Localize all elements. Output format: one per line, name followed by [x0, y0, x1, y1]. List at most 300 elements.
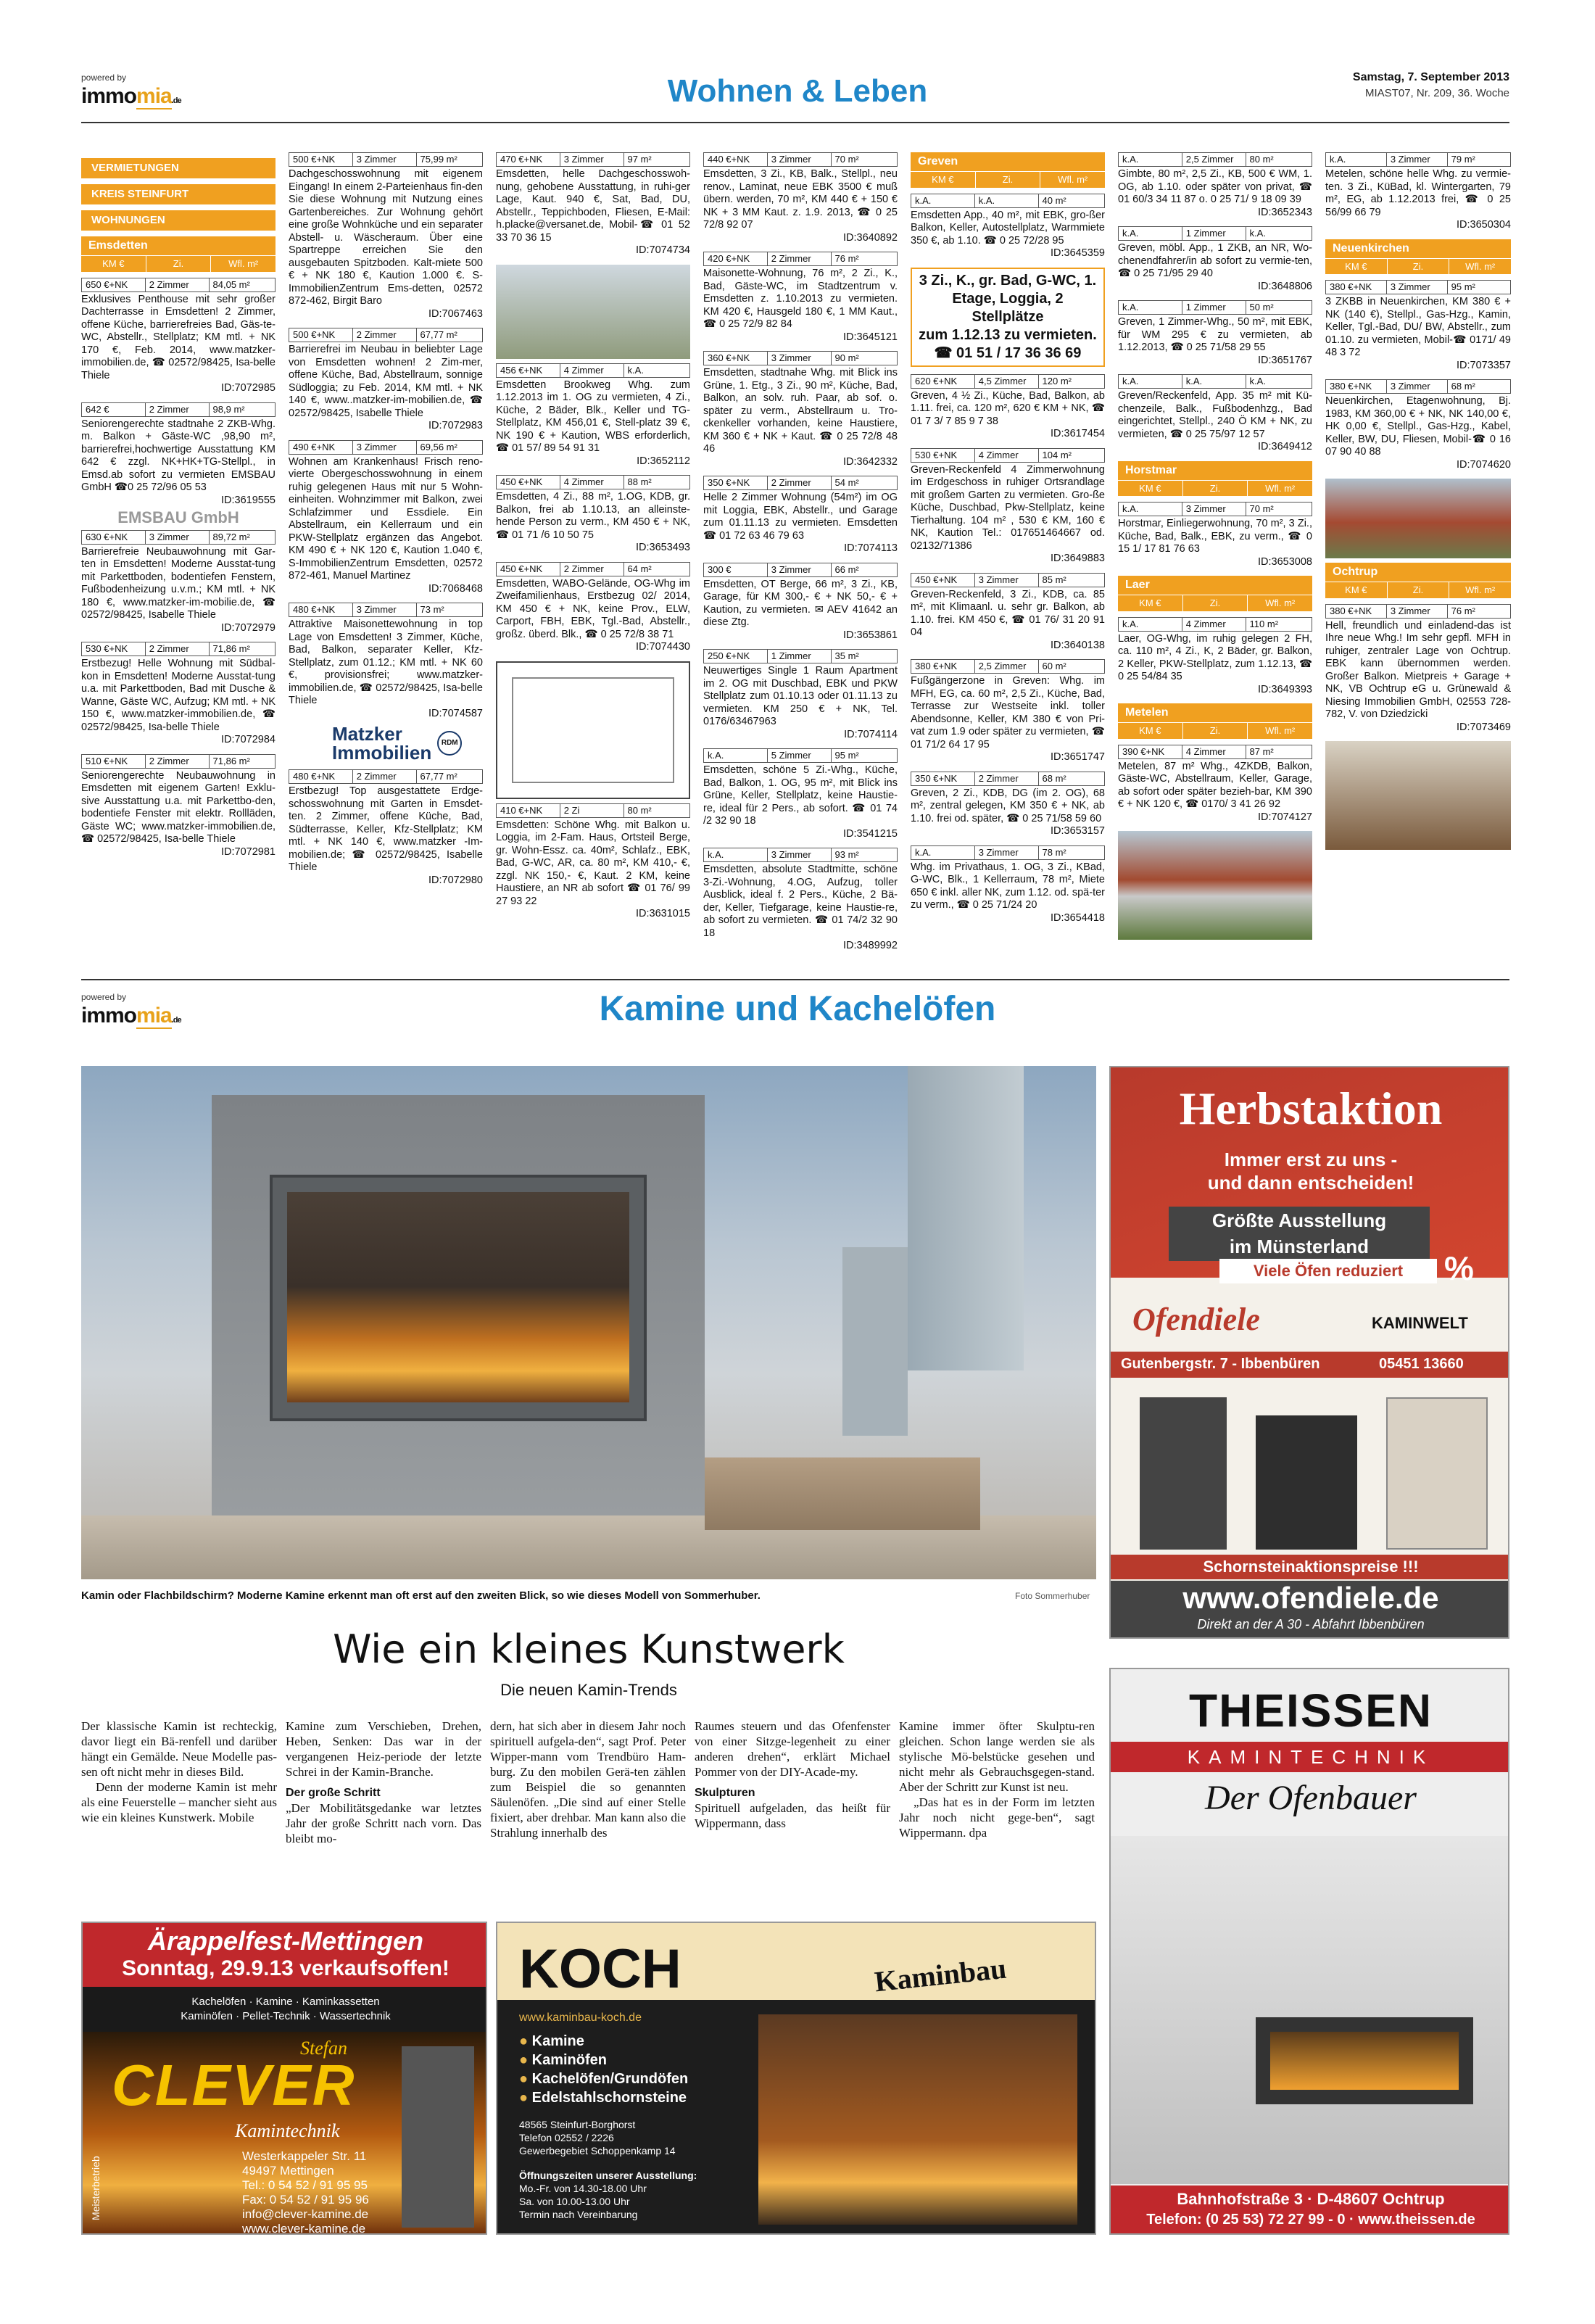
tag-wohnungen: WOHNUNGEN	[81, 210, 276, 231]
ad-slogan: und dann entscheiden!	[1207, 1172, 1414, 1194]
listing-price: 530 €+NK	[82, 642, 146, 656]
listing-header	[1118, 152, 1312, 167]
column-label: Zi.	[1388, 582, 1450, 598]
ad-url[interactable]: www.clever-kamine.de	[242, 2222, 366, 2235]
listing-text: Neuenkirchen, Etagenwohnung, Bj. 1983, KM 360,00 € + NK, NK 140,00 €, HK 0,00 €, Stellpl., Gas-Hzg., Kabel, Keller, BW, DU, Fliesen, Mobil-☎ 0 16 07 90 40 88	[1325, 395, 1511, 458]
listing-header	[289, 603, 483, 617]
ad-fax: Fax: 0 54 52 / 91 95 96	[242, 2193, 369, 2207]
listing-ad[interactable]	[703, 252, 898, 344]
listing-text: Attraktive Maisonettewohnung in top Lage von Emsdetten! 3 Zimmer, Küche, Bad, Balkon, separater Keller, Kfz-Stellplatz, zum 01.12.; KM mtl. + NK 60 €, provisionsfrei; www.matzker-immobilien.de, ☎ 02572/98425, Isa-belle Thiele	[289, 619, 483, 706]
article-column-1	[81, 1719, 277, 1825]
listings	[703, 152, 898, 953]
tag-vermietungen: VERMIETUNGEN	[81, 158, 276, 178]
listing-rooms: 5 Zimmer	[768, 749, 832, 762]
listing-price: 530 €+NK	[911, 449, 975, 462]
article-paragraph: dern, hat sich aber in diesem Jahr noch spirituell aufgela-den“, sagt Prof. Peter Wipper-mann vom Trendbüro Ham-burg. Zu den mobilen Gerä-ten zählen zum Beispiel die so genannten Säulenöfen. „Die sind auf einer Stelle fixiert, aber drehbar. Man kann also die Strahlung innerhalb des	[490, 1719, 686, 1840]
ad-brand: CLEVER	[112, 2053, 356, 2117]
listing-ad[interactable]	[1118, 502, 1312, 568]
ad-products: Kaminöfen · Pellet-Technik · Wassertechnik	[181, 2010, 391, 2022]
listing-price: 650 €+NK	[82, 278, 146, 291]
listing-header	[289, 328, 483, 342]
listing-text: Greven, 1 Zimmer-Whg., 50 m², mit EBK, für WM 295 € zu vermieten, ab 1.12.2013, ☎ 0 25 71/58 29 55	[1118, 316, 1312, 353]
listing-area: 66 m²	[834, 563, 859, 575]
logo-part: immo	[81, 1004, 137, 1027]
ad-brand-sub: Kaminbau	[873, 1951, 1008, 1998]
listing-text: Exklusives Penthouse mit sehr großer Dachterrasse in Emsdetten! 2 Zimmer, offene Küche, barrierefreies Bad, Gäs-te-WC, Abstellr., Stellplatz; KM mtl. + NK 170 €, Feb. 2014, www.matzker-immobilien.de, ☎ 02572/98425, Isa-belle Thiele	[81, 293, 276, 381]
floor-plan	[496, 661, 690, 799]
listing-column-4	[703, 152, 898, 960]
column-label: KM €	[1325, 582, 1388, 598]
column-label: KM €	[1118, 481, 1183, 497]
listing-ad[interactable]	[911, 659, 1105, 764]
listing-rooms: 2 Zimmer	[146, 642, 210, 656]
listing-text: Emsdetten, helle Dachgeschosswoh-nung, gehobene Ausstattung, in ruhi-ger Lage, Kaut. 940 €, Sat, Bad, DU, Abstellr., Teppichboden, Fliesen, E-Mail: h.placke@versanet.de, Mobil-☎ 01 52 33 70 36 15	[496, 168, 690, 244]
listing-header	[911, 772, 1105, 786]
fireplace-image	[758, 2014, 1077, 2225]
listing-text: Emsdetten, schöne 5 Zi.-Whg., Küche, Bad, Balkon, 1. OG, 95 m², mit Blick ins Grüne, Keller, Stellplatz, keine Haustie-re, ideal für 2 Pers., ab sofort. ☎ 01 74 /2 32 90 18	[703, 764, 898, 827]
listing-ad[interactable]	[289, 603, 483, 720]
listing-text: Erstbezug! Top ausgestattete Erdge-schosswohnung mit Garten in Emsdet-ten. 2 Zimmer, offene Küche, Bad, Südterrasse, Keller, Kfz-Stellplatz; KM mtl. + NK 140 €, www.matzker -Im-mobilien.de; ☎ 02572/98425, Isabelle Thiele	[289, 785, 483, 873]
section-title: Kamine und Kachelöfen	[599, 990, 996, 1028]
article-paragraph: Kamine zum Verschieben, Drehen, Heben, Senken: Das war in der vergangenen Heiz-periode der letzte Schrei in der Kamin-Branche.	[286, 1719, 481, 1779]
listing-text: Emsdetten, stadtnahe Whg. mit Blick ins Grüne, 1. Etg., 3 Zi., 90 m², Küche, Bad, Balkon, an solv. ruh. Paar, ab sof. o. später zu verm., Abstellraum u. Tro-ckenkeller vorhanden, keine Haustiere, KM 360 € + NK + Kaut. ☎ 0 25 72/8 48 46	[703, 367, 898, 455]
listing-rooms: k.A.	[1182, 375, 1246, 388]
logo-part: .de	[171, 96, 181, 105]
listing-id: ID:7074114	[844, 728, 898, 740]
listing-ad[interactable]	[1118, 152, 1312, 219]
listing-id: ID:3652112	[637, 455, 690, 467]
logo-part: mia	[136, 84, 172, 108]
fireplace-wall	[212, 1095, 705, 1530]
listing-header	[911, 374, 1105, 389]
listing-rooms: 3 Zimmer	[768, 153, 832, 166]
ad-address: 49497 Mettingen	[242, 2164, 334, 2178]
listing-ad[interactable]	[911, 772, 1105, 838]
listing-rooms: 3 Zimmer	[353, 603, 417, 616]
listing-rooms: 3 Zimmer	[1387, 605, 1448, 618]
listings	[289, 152, 483, 887]
listing-ad[interactable]	[496, 152, 690, 257]
listing-price: 350 €+NK	[704, 476, 768, 489]
listing-price: k.A.	[1119, 301, 1182, 314]
listing-price: k.A.	[1119, 153, 1182, 166]
listing-id: ID:3631015	[636, 908, 690, 919]
listing-id: ID:7074113	[844, 542, 898, 554]
bullet-icon: ●	[519, 2052, 532, 2068]
ad-theissen[interactable]	[1109, 1668, 1509, 2235]
listing-area: 78 m²	[1042, 846, 1066, 858]
listing-price: 250 €+NK	[704, 650, 768, 663]
listing-rooms: 2 Zimmer	[353, 770, 417, 783]
listing-ad[interactable]	[703, 563, 898, 642]
listing-header	[703, 252, 898, 266]
col-wfl: Wfl. m²	[228, 258, 259, 269]
bullet-icon: ●	[519, 2090, 532, 2106]
city-column-header	[911, 171, 1105, 188]
ad-side-label: Meisterbetrieb	[90, 2156, 102, 2220]
listing-ad[interactable]	[911, 573, 1105, 653]
article-paragraph: „Der Mobilitätsgedanke war letztes Jahr der große Schritt nach vorn. Das bleibt mo-	[286, 1801, 481, 1845]
listing-price: 390 €+NK	[1119, 745, 1182, 758]
listing-text: Gimbte, 80 m², 2,5 Zi., KB, 500 € WM, 1. OG, ab 1.10. oder später von privat, ☎ 01 60/3 34 11 87 o. 0 25 71/ 9 18 09 39	[1118, 168, 1312, 205]
listing-id: ID:7067463	[428, 307, 483, 320]
listing-rooms: 3 Zimmer	[1387, 380, 1448, 393]
listing-id: ID:3652343	[1258, 206, 1312, 218]
listing-ad[interactable]	[289, 328, 483, 433]
listing-price: 480 €+NK	[289, 770, 353, 783]
stove-image	[1256, 1415, 1357, 1550]
ad-phone: Telefon: (0 25 53) 72 27 99 - 0 · www.theissen.de	[1146, 2212, 1475, 2228]
listing-rooms: 3 Zimmer	[1387, 281, 1448, 294]
listing-rooms: 3 Zimmer	[1182, 503, 1246, 516]
listing-rooms: 2 Zi	[560, 804, 624, 817]
listing-area: 84,05 m²	[212, 278, 250, 290]
listing-id: ID:3541215	[843, 827, 898, 840]
listing-header	[1118, 374, 1312, 389]
listing-id: ID:7072983	[428, 420, 483, 431]
listing-rooms: 2 Zimmer	[146, 755, 210, 768]
listing-price: 480 €+NK	[289, 603, 353, 616]
listing-rooms: 4 Zimmer	[1182, 745, 1246, 758]
listing-id: ID:3651747	[1051, 751, 1105, 763]
city-column-header	[1325, 582, 1511, 598]
listing-area: 60 m²	[1042, 661, 1066, 671]
article-paragraph: Kamine immer öfter Skulptu-ren gleichen. Schon lange werden sie als stylische Mö-belstücke gesehen und nicht mehr als Gebrauchsgegen-stand. Aber der Schritt zur Kunst ist neu.	[899, 1719, 1095, 1794]
emsbau-logo: EMSBAU GmbH	[117, 508, 239, 526]
listing-text: Emsdetten, 3 Zi., KB, Balk., Stellpl., neu renov., Laminat, neue EBK 3500 € muß übern. werden, 70 m², KM 440 € + 150 € NK + 3 MM Kaut. z. 1.9. 2013, ☎ 0 25 72/8 92 07	[703, 168, 898, 231]
city-heading: Laer	[1118, 576, 1312, 595]
column-label: Wfl. m²	[1265, 597, 1296, 608]
listing-header	[703, 649, 898, 663]
product-label: Kaminöfen	[531, 2052, 607, 2068]
listing-area: 87 m²	[1249, 745, 1274, 757]
bullet-icon: ●	[519, 2071, 532, 2087]
listing-price: k.A.	[911, 194, 975, 207]
listing-price: 456 €+NK	[497, 364, 560, 377]
fireplace-frame	[270, 1175, 647, 1421]
listing-text: Neuwertiges Single 1 Raum Apartment im 2. OG mit Duschbad, EBK und PKW Stellplatz zum 01.10.13 oder 01.11.13 zu vermieten. KM 250 € + NK, Tel. 0176/63467963	[703, 665, 898, 727]
listing-text: Horstmar, Einliegerwohnung, 70 m², 3 Zi., Küche, Bad, Balk., EBK, zu verm., ☎ 0 15 1/ 17 81 76 63	[1118, 518, 1312, 555]
listing-ad[interactable]	[496, 363, 690, 468]
ad-brand-sub: KAMINTECHNIK	[1187, 1746, 1435, 1768]
city-heading: Metelen	[1118, 703, 1312, 722]
listing-ad[interactable]	[703, 848, 898, 953]
ad-phone: 05451 13660	[1379, 1356, 1464, 1372]
ad-badge: Größte Ausstellung	[1169, 1207, 1430, 1235]
photo-credit: Foto Sommerhuber	[1015, 1591, 1090, 1601]
listing-text: Erstbezug! Helle Wohnung mit Südbal-kon in Emsdetten! Moderne Ausstat-tung u.a. mit Parkettboden, Bad mit Dusche & Wanne, Gäste WC, Aufzug; KM mtl. + NK 150 €, www.matzker-immobilien.de, ☎ 02572/98425, Isa-belle Thiele	[81, 658, 276, 733]
listing-text: 3 ZKBB in Neuenkirchen, KM 380 € + NK (140 €), Stellpl., Gas-Hzg., Kamin, Keller, Tgl.-Bad, DU/ BW, Abstellr., zum 01.10. zu vermieten, Mobil-☎ 0171/ 49 48 3 72	[1325, 296, 1511, 358]
listing-ad[interactable]	[911, 374, 1105, 441]
article-paragraph: Spirituell aufgeladen, das heißt für Wippermann, dass	[695, 1801, 890, 1830]
ad-event-date: Sonntag, 29.9.13 verkaufsoffen!	[122, 1956, 450, 1980]
listing-text: Dachgeschosswohnung mit eigenem Eingang! In einem 2-Parteienhaus fin-den Sie diese Wohnung mit Nutzung eines Gartenbereiches. Zur Wohnung gehört eine große Wohnküche und ein separater Abstell- u. Wäscheraum. Über eine Spartreppe erreichen Sie den ausgebauten Spitzboden. Kalt-miete 500 € + NK 180 €, Kaution 1.000 €. S-ImmobilienZentrum Ems-detten, 02572 872-462, Birgit Baro	[289, 168, 483, 307]
building-shape	[842, 1247, 908, 1436]
listing-id: ID:7073357	[1457, 359, 1511, 371]
listing-price: 350 €+NK	[911, 772, 975, 785]
listing-price: k.A.	[911, 846, 975, 859]
ad-product-item	[519, 2051, 688, 2069]
city-heading: Neuenkirchen	[1325, 239, 1511, 258]
listing-rooms: 1 Zimmer	[1182, 301, 1246, 314]
listing-area: 97 m²	[627, 154, 652, 165]
listing-price: 620 €+NK	[911, 375, 975, 388]
highlight-line: ☎ 01 51 / 17 36 36 69	[934, 344, 1082, 361]
listing-ad[interactable]	[81, 754, 276, 859]
listing-price: 380 €+NK	[1326, 605, 1387, 618]
listing-price: 642 €	[82, 403, 146, 416]
listing-price: 380 €+NK	[911, 660, 975, 673]
listing-ad[interactable]	[1325, 280, 1511, 372]
listing-header	[1118, 502, 1312, 516]
immomia-logo[interactable]	[81, 86, 181, 112]
column-label: KM €	[1118, 723, 1183, 739]
logo-line: Matzker	[332, 723, 402, 745]
article-column-4	[695, 1719, 890, 1831]
listing-area: k.A.	[627, 364, 644, 376]
listing-id: ID:3489992	[843, 940, 898, 951]
listing-ad[interactable]	[496, 562, 690, 654]
listing-id: ID:3645359	[1051, 247, 1105, 259]
article-paragraph: Der klassische Kamin ist rechteckig, davor liegt ein Bä-renfell und darüber hängt ein Gemälde. Neue Modelle pas-sen oft nicht mehr in dieses Bild.	[81, 1719, 277, 1779]
fireplace-flames	[287, 1192, 629, 1402]
article-column-3	[490, 1719, 686, 1840]
listing-ad[interactable]	[703, 748, 898, 840]
fireplace-fire	[1270, 2032, 1459, 2090]
article-paragraph: Raumes steuern und das Ofenfenster von einer Sitzge-legenheit zu einer anderen drehen“, erklärt Michael Pommer von der DIY-Acade-my.	[695, 1719, 890, 1779]
listing-id: ID:3653157	[1051, 825, 1105, 837]
listing-header	[703, 476, 898, 490]
logo-line: Immobilien	[332, 742, 432, 764]
listing-ad[interactable]	[1118, 300, 1312, 367]
ad-product-item	[519, 2069, 688, 2088]
listing-id: ID:3645121	[843, 331, 898, 343]
tag-kreis: KREIS STEINFURT	[81, 184, 276, 204]
listing-header	[289, 769, 483, 784]
listings	[1118, 152, 1312, 940]
city-heading: Ochtrup	[1325, 563, 1511, 582]
listing-text: Emsdetten, WABO-Gelände, OG-Whg im Zweifamilienhaus, Erstbezug 02/ 2014, KM 450 € + NK, keine Prov., ELW, Carport, FBH, EBK, Tgl.-Bad, Abstellr., großz. überd. Blk., ☎ 0 25 72/8 38 71	[496, 577, 690, 640]
ad-title: Herbstaktion	[1179, 1083, 1443, 1134]
listing-text: Fußgängerzone in Greven: Whg. im MFH, EG, ca. 60 m², 2,5 Zi., Küche, Bad, Terrasse zur Westseite inkl. toller Abendsonne, Keller, KM 380 € von Pri-vat zum 1.9 oder später zu vermieten, ☎ 01 71/2 64 17 95	[911, 675, 1105, 750]
listing-text: Barrierefrei im Neubau in beliebter Lage von Emsdetten wohnen! 2 Zim-mer, offene Küche, Bad, Abstellraum, sonnige Südloggia; zu Feb. 2014, KM mtl. + NK 140 €, www..matzker-im-mobilien.de, ☎ 02572/98425, Isabelle Thiele	[289, 344, 483, 419]
listing-ad[interactable]	[703, 351, 898, 468]
listing-header	[1325, 604, 1511, 619]
logo-part: mia	[136, 1004, 172, 1027]
listing-ad[interactable]	[911, 448, 1105, 566]
listing-id: ID:7072980	[428, 874, 483, 886]
listing-ad[interactable]	[911, 845, 1105, 925]
listing-price: k.A.	[1119, 503, 1182, 516]
ad-address: Gutenbergstr. 7 - Ibbenbüren	[1121, 1356, 1320, 1372]
listing-header	[703, 748, 898, 763]
ad-slogan: Der Ofenbauer	[1205, 1779, 1417, 1817]
listing-area: 75,99 m²	[420, 154, 457, 165]
listing-price: 440 €+NK	[704, 153, 768, 166]
listing-ad[interactable]	[81, 642, 276, 747]
listing-header	[703, 152, 898, 167]
matzker-logo	[289, 724, 483, 762]
listing-area: 70 m²	[1249, 503, 1274, 514]
listing-price: 360 €+NK	[704, 352, 768, 365]
ad-koch[interactable]	[496, 1922, 1096, 2235]
ad-url[interactable]: www.kaminbau-koch.de	[519, 2011, 642, 2024]
ad-brand: KOCH	[519, 1938, 682, 2000]
listing-ad[interactable]	[911, 194, 1105, 260]
ad-address: Westerkappeler Str. 11	[242, 2149, 367, 2163]
listing-price: k.A.	[1326, 153, 1387, 166]
listing-area: 71,86 m²	[212, 643, 250, 654]
listing-price: k.A.	[704, 848, 768, 861]
ad-brand: Ofendiele	[1132, 1302, 1260, 1337]
listing-header	[1325, 379, 1511, 394]
ad-address: Bahnhofstraße 3 · D-48607 Ochtrup	[1177, 2190, 1445, 2208]
listing-ad[interactable]	[1325, 152, 1511, 232]
listing-header	[81, 642, 276, 656]
listing-ad[interactable]	[1118, 745, 1312, 824]
listing-id: ID:3617454	[1051, 428, 1105, 439]
listing-ad[interactable]	[1325, 604, 1511, 735]
city-heading: Emsdetten	[81, 236, 276, 255]
house-photo	[1118, 831, 1312, 940]
listing-ad[interactable]	[703, 476, 898, 555]
listing-text: Greven, 4 ½ Zi., Küche, Bad, Balkon, ab 1.11. frei, ca. 120 m², 620 € KM + NK, ☎ 01 7 3/ 7 85 9 7 38	[911, 389, 1105, 427]
listing-ad[interactable]	[703, 152, 898, 244]
listing-header	[81, 530, 276, 545]
listing-area: 93 m²	[834, 849, 859, 860]
listing-id: ID:3648806	[1258, 280, 1312, 292]
listing-area: 88 m²	[627, 476, 652, 487]
section-rule	[81, 979, 1509, 980]
listing-rooms: 2 Zimmer	[146, 278, 210, 291]
column-label: KM €	[911, 172, 976, 188]
listing-header	[496, 363, 690, 378]
listing-text: Helle 2 Zimmer Wohnung (54m²) im OG mit Loggia, EBK, Abstellr., und Garage zum 01.11.13 zu vermieten. Emsdetten ☎ 01 72 63 46 79 63	[703, 492, 898, 542]
listing-area: 67,77 m²	[420, 771, 457, 782]
listing-ad[interactable]	[703, 649, 898, 741]
listing-header	[1118, 226, 1312, 241]
listing-ad[interactable]	[1118, 226, 1312, 293]
listing-text: Emsdetten, absolute Stadtmitte, schöne 3-Zi.-Wohnung, 4.OG, Aufzug, toller Ausblick, ideal f. 2 Pers., Küche, 2 Bä-der, Keller, Tiefgarage, keine Haustie-re, ab sofort zu vermieten. ☎ 01 74/2 32 90 18	[703, 864, 898, 939]
ad-email[interactable]: info@clever-kamine.de	[242, 2207, 369, 2221]
column-label: KM €	[1118, 595, 1183, 611]
listing-header	[911, 845, 1105, 860]
column-label: Wfl. m²	[1465, 260, 1496, 272]
ad-clever[interactable]	[81, 1922, 487, 2235]
city-column-header	[1118, 722, 1312, 739]
listing-ad[interactable]	[1118, 617, 1312, 697]
listing-rooms: 4 Zimmer	[975, 449, 1039, 462]
listing-ad[interactable]	[1118, 374, 1312, 454]
product-label: Kachelöfen/Grundöfen	[531, 2071, 689, 2087]
listing-id: ID:3653861	[843, 629, 898, 641]
listing-id: ID:3653008	[1258, 555, 1312, 568]
ad-banner-text: Schornsteinaktionspreise !!!	[1111, 1555, 1509, 1579]
powered-by-label: powered by	[81, 992, 127, 1002]
ad-products: Kachelöfen · Kamine · Kaminkassetten	[191, 1996, 380, 2008]
listing-id: ID:3653493	[636, 542, 690, 553]
listing-id: ID:7073469	[1457, 721, 1511, 733]
logo-part: immo	[81, 84, 137, 108]
listing-text: Greven/Reckenfeld, App. 35 m² mit Kü-chenzeile, Balk., Fußbodenhzg., Bad eingerichtet, Stellpl., 240 Ö KM + NK, zu vermieten, ☎ 0 25 75/97 12 57	[1118, 390, 1312, 440]
listing-ad[interactable]	[496, 803, 690, 921]
listing-price: 630 €+NK	[82, 531, 146, 544]
listing-id: ID:7074587	[428, 707, 483, 719]
listing-price: 450 €+NK	[497, 563, 560, 576]
listing-text: Seniorengerechte stadtnahe 2 ZKB-Whg. m. Balkon + Gäste-WC ,98,90 m², barrierefrei,hochwertige Ausstattung KM 642 € zzgl. NK+HK+TG-Stellpl., in Emsd.ab sofort zu vermieten EMSBAU GmbH ☎0 25 72/96 05 53	[81, 418, 276, 493]
listing-area: 69,56 m²	[420, 441, 457, 452]
listing-id: ID:3649393	[1258, 683, 1312, 695]
deck	[705, 1457, 980, 1530]
ad-url[interactable]: www.ofendiele.de	[1182, 1581, 1439, 1615]
listing-ad[interactable]	[496, 475, 690, 555]
article-subheading: Skulpturen	[695, 1787, 755, 1799]
ad-product-item	[519, 2032, 688, 2051]
listing-price: 410 €+NK	[497, 804, 560, 817]
listing-ad[interactable]	[289, 440, 483, 596]
listing-area: 70 m²	[834, 154, 859, 165]
ad-event: Ärappelfest-Mettingen	[147, 1926, 424, 1956]
ad-product-item	[519, 2088, 688, 2107]
listing-ad[interactable]	[81, 530, 276, 635]
article-paragraph: Denn der moderne Kamin ist mehr als eine Feuerstelle – mancher sieht aus wie ein kleines Kunstwerk. Mobile	[81, 1780, 277, 1824]
listing-rooms: 2 Zimmer	[768, 476, 832, 489]
city-column-header	[1118, 595, 1312, 611]
bullet-icon: ●	[519, 2033, 532, 2049]
stove-image	[1140, 1397, 1227, 1550]
listing-area: 110 m²	[1249, 618, 1279, 629]
column-label: Wfl. m²	[1465, 584, 1496, 595]
listing-area: 73 m²	[420, 604, 444, 615]
listing-price: 450 €+NK	[911, 574, 975, 587]
product-label: Edelstahlschornsteine	[531, 2090, 687, 2106]
listing-area: 68 m²	[1451, 381, 1475, 392]
column-label: Zi.	[1183, 723, 1248, 739]
highlight-line: Etage, Loggia, 2 Stellplätze	[952, 290, 1064, 325]
listing-ad[interactable]	[81, 278, 276, 395]
immomia-logo[interactable]	[81, 1005, 181, 1031]
listing-text: Whg. im Privathaus, 1. OG, 3 Zi., KBad, G-WC, Blk., 1 Kellerraum, 78 m², Miete 650 € inkl. aller NK, zum 1.12. od. spä-ter zu verm., ☎ 0 25 71/24 20	[911, 861, 1105, 911]
listing-ad[interactable]	[81, 402, 276, 508]
listing-header	[911, 659, 1105, 674]
listing-ad[interactable]	[289, 152, 483, 321]
ad-badge: im Münsterland	[1169, 1233, 1430, 1261]
article-subheading: Der große Schritt	[286, 1787, 381, 1799]
ad-ofendiele[interactable]	[1109, 1066, 1509, 1639]
city-column-header	[1118, 480, 1312, 497]
listing-text: Emsdetten, 4 Zi., 88 m², 1.OG, KDB, gr. Balkon, frei ab 1.10.13, an alleinste-hende Person zu verm., KM 450 € + NK, ☎ 01 71 /6 10 50 75	[496, 491, 690, 541]
listing-rooms: 3 Zimmer	[768, 563, 832, 576]
listing-rooms: 2,5 Zimmer	[975, 660, 1039, 673]
listing-header	[81, 402, 276, 417]
ad-tagline: Direkt an der A 30 - Abfahrt Ibbenbüren	[1197, 1617, 1425, 1632]
listings	[911, 152, 1105, 925]
listing-rooms: 3 Zimmer	[975, 574, 1039, 587]
listing-rooms: 1 Zimmer	[768, 650, 832, 663]
column-label: Wfl. m²	[1265, 725, 1296, 736]
listing-ad[interactable]	[1325, 379, 1511, 471]
listing-header	[703, 848, 898, 862]
column-label: KM €	[1325, 259, 1388, 275]
listing-area: 67,77 m²	[420, 329, 457, 340]
city-column-header	[1325, 258, 1511, 275]
listing-rooms: 3 Zimmer	[768, 352, 832, 365]
listing-ad[interactable]	[289, 769, 483, 887]
ad-address: 48565 Steinfurt-Borghorst	[519, 2119, 636, 2130]
ad-phone: Telefon 02552 / 2226	[519, 2132, 614, 2143]
listing-header	[81, 278, 276, 292]
listing-text: Laer, OG-Whg, im ruhig gelegen 2 FH, ca. 110 m², 4 Zi., K, 2 Bäder, gr. Balkon, 2 Keller, PKW-Stellplatz, zum 1.12.13, ☎ 0 25 54/84 35	[1118, 632, 1312, 682]
